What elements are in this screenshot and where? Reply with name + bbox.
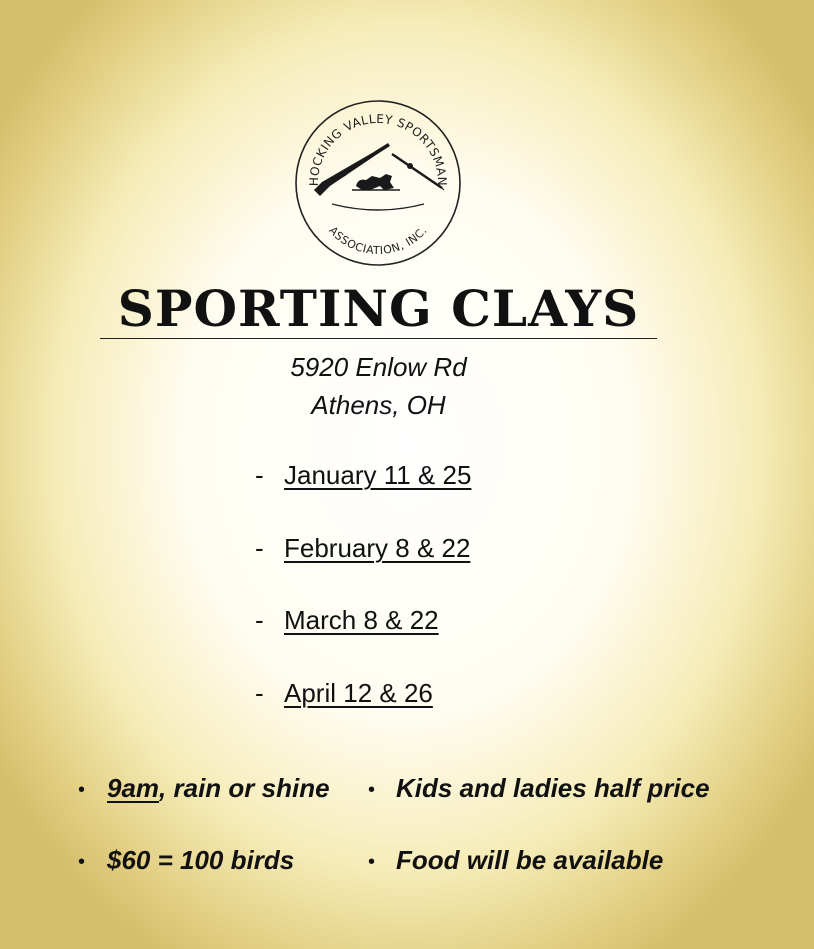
address-line-1: 5920 Enlow Rd [290,352,467,382]
date-dash: - [255,678,264,708]
time-note: , rain or shine [159,773,330,803]
bullet-icon: • [78,851,86,873]
address-line-2: Athens, OH [311,390,446,420]
bullet-icon: • [368,779,376,801]
club-logo [292,98,464,268]
dog-icon [352,174,400,190]
date-dash: - [255,605,264,635]
bullet-icon: • [78,779,86,801]
date-dash: - [255,533,264,563]
date-text: January 11 & 25 [284,460,472,490]
page-title: SPORTING CLAYS [100,280,657,339]
time-info [107,773,330,804]
logo-arc-bottom: ASSOCIATION, INC. [326,223,430,258]
kids-price-info: Kids and ladies half price [396,773,710,803]
svg-text:ASSOCIATION, INC. [326,224,429,257]
date-text: April 12 & 26 [284,678,433,708]
date-text: February 8 & 22 [284,533,471,563]
time-value: 9am [107,773,160,803]
bullet-icon: • [368,851,376,873]
price-info: $60 = 100 birds [107,845,295,875]
date-text: March 8 & 22 [284,605,439,635]
logo-arc-top: HOCKING VALLEY SPORTSMAN [306,111,450,187]
food-info: Food will be available [396,845,664,875]
svg-text:HOCKING VALLEY SPORTSMAN [307,112,449,186]
date-dash: - [255,460,264,490]
